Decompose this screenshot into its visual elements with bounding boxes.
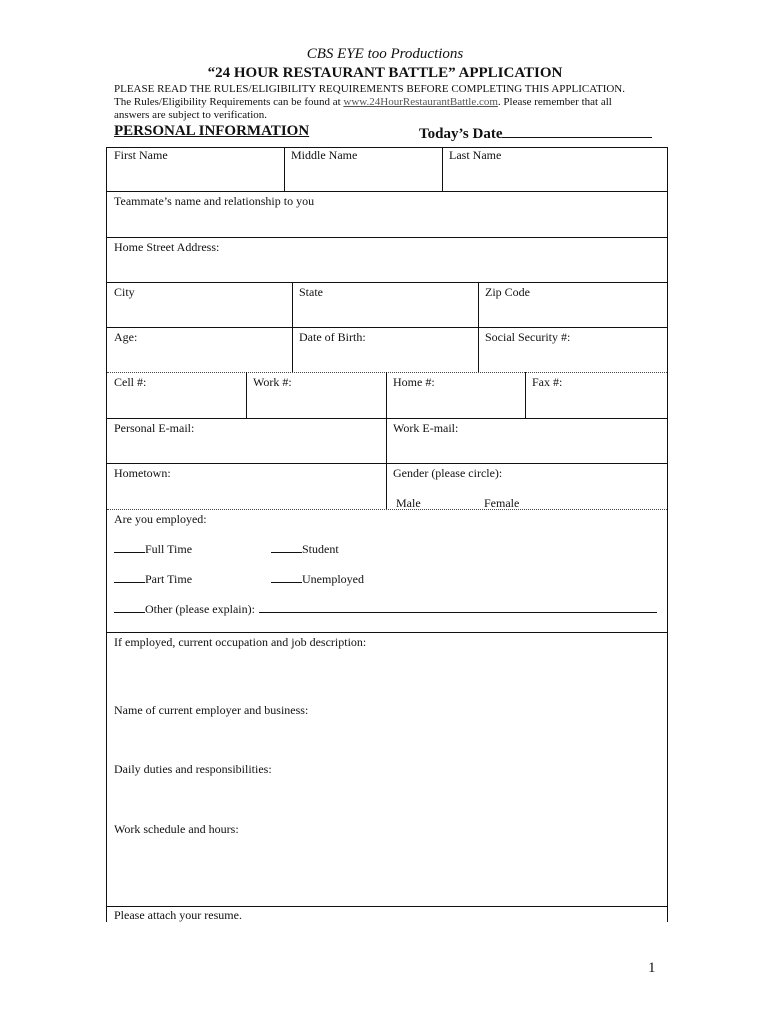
cell-divider: [284, 148, 285, 191]
cell-divider: [246, 372, 247, 418]
todays-date-blank[interactable]: [502, 123, 652, 138]
unemployed-blank[interactable]: [271, 571, 302, 583]
last-name-field[interactable]: Last Name: [449, 148, 502, 162]
hometown-field[interactable]: Hometown:: [114, 466, 171, 480]
row-divider: [107, 463, 667, 464]
work-email-field[interactable]: Work E-mail:: [393, 421, 459, 435]
notice-line-2: [114, 96, 612, 108]
cell-divider: [386, 463, 387, 509]
gender-label: Gender (please circle):: [393, 466, 503, 480]
home-address-field[interactable]: Home Street Address:: [114, 240, 220, 254]
cell-phone-field[interactable]: Cell #:: [114, 375, 147, 389]
full-time-option[interactable]: [114, 541, 192, 557]
resume-note: Please attach your resume.: [114, 908, 242, 922]
age-field[interactable]: Age:: [114, 330, 138, 344]
cell-divider: [525, 372, 526, 418]
date-of-birth-field[interactable]: Date of Birth:: [299, 330, 366, 344]
student-blank[interactable]: [271, 541, 302, 553]
full-time-blank[interactable]: [114, 541, 145, 553]
cell-divider: [478, 282, 479, 372]
row-divider: [107, 327, 667, 328]
teammate-field[interactable]: Teammate’s name and relationship to you: [114, 194, 315, 208]
student-option[interactable]: [271, 541, 339, 557]
row-divider: [107, 282, 667, 283]
student-label: Student: [302, 542, 339, 556]
gender-female-option[interactable]: Female: [484, 496, 520, 510]
section-title: PERSONAL INFORMATION: [114, 123, 310, 139]
personal-email-field[interactable]: Personal E-mail:: [114, 421, 195, 435]
part-time-label: Part Time: [145, 572, 193, 586]
schedule-field[interactable]: Work schedule and hours:: [114, 822, 239, 836]
row-divider: [107, 191, 667, 192]
state-field[interactable]: State: [299, 285, 323, 299]
employed-question: Are you employed:: [114, 512, 207, 526]
cell-divider: [386, 372, 387, 463]
other-explain-line[interactable]: [259, 601, 657, 613]
row-divider: [107, 237, 667, 238]
row-divider: [107, 372, 667, 373]
cell-divider: [442, 148, 443, 191]
city-field[interactable]: City: [114, 285, 135, 299]
employer-field[interactable]: Name of current employer and business:: [114, 703, 309, 717]
home-phone-field[interactable]: Home #:: [393, 375, 435, 389]
part-time-option[interactable]: [114, 571, 192, 587]
row-divider: [107, 418, 667, 419]
notice-line-1: PLEASE READ THE RULES/ELIGIBILITY REQUIREMENTS BEFORE COMPLETING THIS APPLICATION.: [114, 83, 625, 95]
zip-code-field[interactable]: Zip Code: [485, 285, 530, 299]
notice-text: . Please remember that all: [497, 96, 612, 108]
other-label: Other (please explain):: [145, 602, 255, 616]
personal-info-form: [106, 147, 668, 922]
todays-date-field[interactable]: [419, 123, 652, 143]
duties-field[interactable]: Daily duties and responsibilities:: [114, 762, 272, 776]
page-number: 1: [648, 960, 656, 976]
cell-divider: [292, 282, 293, 372]
occupation-field[interactable]: If employed, current occupation and job description:: [114, 635, 367, 649]
company-name: CBS EYE too Productions: [306, 46, 464, 62]
first-name-field[interactable]: First Name: [114, 148, 168, 162]
notice-text: The Rules/Eligibility Requirements can be found at: [114, 96, 344, 108]
application-title: “24 HOUR RESTAURANT BATTLE” APPLICATION: [207, 65, 563, 81]
unemployed-label: Unemployed: [302, 572, 364, 586]
notice-line-3: answers are subject to verification.: [114, 109, 268, 121]
unemployed-option[interactable]: [271, 571, 364, 587]
part-time-blank[interactable]: [114, 571, 145, 583]
row-divider: [107, 906, 667, 907]
work-phone-field[interactable]: Work #:: [253, 375, 292, 389]
todays-date-label: Today’s Date: [419, 126, 503, 142]
row-divider: [107, 632, 667, 633]
row-divider: [107, 509, 667, 510]
gender-male-option[interactable]: Male: [396, 496, 421, 510]
middle-name-field[interactable]: Middle Name: [291, 148, 358, 162]
ssn-field[interactable]: Social Security #:: [485, 330, 571, 344]
full-time-label: Full Time: [145, 542, 193, 556]
rules-link[interactable]: www.24HourRestaurantBattle.com: [343, 96, 498, 108]
fax-field[interactable]: Fax #:: [532, 375, 563, 389]
other-blank[interactable]: [114, 601, 145, 613]
other-option[interactable]: [114, 601, 657, 617]
